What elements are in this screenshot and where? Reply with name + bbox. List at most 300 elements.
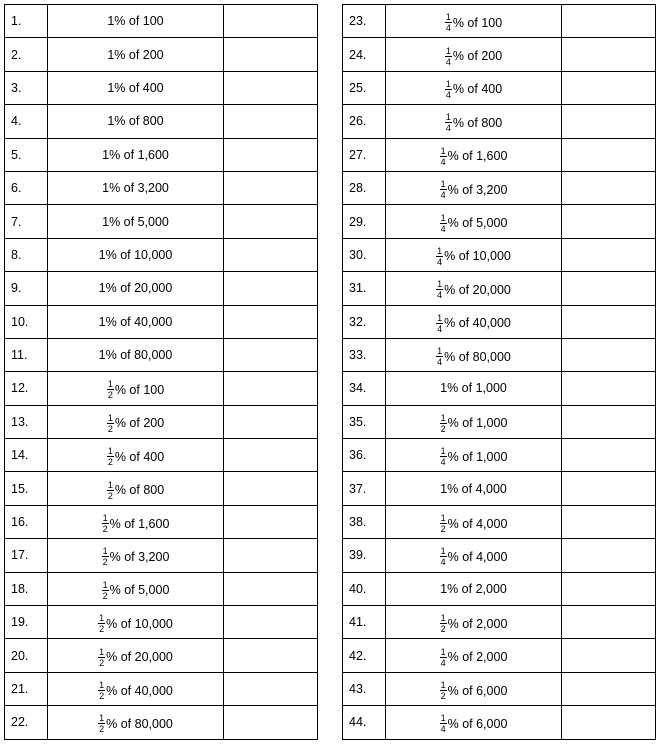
fraction [102,546,109,567]
problem-number: 1. [5,5,48,38]
problem-number: 8. [5,238,48,271]
expression-text: 1% of 40,000 [98,314,173,329]
problem-number: 43. [343,672,386,705]
expression [98,647,173,668]
expression-text: % of 2,000 [447,650,508,665]
fraction-numerator: 1 [440,546,446,557]
problem-expression [48,606,224,639]
answer-cell[interactable] [224,238,318,271]
expression-text: 1% of 800 [107,114,164,129]
fraction [436,279,443,300]
expression-text: % of 5,000 [109,583,170,598]
expression [440,179,508,200]
expression [436,313,511,334]
problem-expression [386,639,562,672]
expression [107,480,164,501]
table-row [343,372,656,405]
expression-text: 1% of 20,000 [98,281,173,296]
expression [436,346,511,367]
fraction-denominator: 2 [102,557,108,568]
problem-expression [48,439,224,472]
table-row [5,305,318,338]
problem-expression [386,138,562,171]
expression-text: % of 4,000 [447,516,508,531]
answer-cell[interactable] [562,105,656,138]
table-row [343,5,656,38]
problem-expression [386,71,562,104]
table-row [343,71,656,104]
expression [445,46,502,67]
table-row [5,5,318,38]
expression-text: % of 10,000 [106,616,173,631]
fraction [445,12,452,33]
fraction [445,112,452,133]
table-row [343,405,656,438]
problem-expression [386,439,562,472]
expression [99,348,173,362]
expression-text: 1% of 4,000 [440,481,507,496]
problem-number: 2. [5,38,48,71]
expression [99,315,173,329]
answer-cell[interactable] [224,5,318,38]
expression [107,413,164,434]
problem-expression [386,305,562,338]
answer-cell[interactable] [224,405,318,438]
table-row [343,505,656,538]
expression [436,279,511,300]
problem-number: 30. [343,238,386,271]
answer-cell[interactable] [224,338,318,371]
fraction [445,79,452,100]
fraction [98,713,105,734]
problem-expression [48,238,224,271]
answer-cell[interactable] [562,338,656,371]
problem-table-right [342,4,656,740]
problem-number: 44. [343,706,386,739]
fraction-denominator: 2 [107,457,113,468]
expression-text: % of 40,000 [444,316,511,331]
answer-cell[interactable] [224,272,318,305]
table-row [343,138,656,171]
fraction-denominator: 4 [440,223,446,234]
expression [445,12,502,33]
problem-number: 32. [343,305,386,338]
expression [440,213,508,234]
fraction [440,179,447,200]
fraction-denominator: 4 [445,56,451,67]
fraction-numerator: 1 [99,613,105,624]
fraction-denominator: 2 [99,624,105,635]
table-row [5,505,318,538]
answer-cell[interactable] [562,138,656,171]
expression [440,582,507,596]
problem-expression [48,171,224,204]
expression [445,112,502,133]
answer-cell[interactable] [224,606,318,639]
table-row [343,439,656,472]
expression-text: % of 1,000 [447,449,508,464]
expression-text: 1% of 5,000 [102,214,169,229]
answer-cell[interactable] [224,639,318,672]
table-row [5,472,318,505]
answer-cell[interactable] [562,572,656,605]
expression-text: 1% of 200 [107,47,164,62]
expression-text: % of 1,600 [447,149,508,164]
fraction-denominator: 2 [107,423,113,434]
fraction [440,213,447,234]
problem-number: 14. [5,439,48,472]
expression-text: % of 6,000 [447,716,508,731]
expression-text: % of 20,000 [106,650,173,665]
expression [440,613,508,634]
fraction-denominator: 2 [107,490,113,501]
expression [99,248,173,262]
table-row [5,38,318,71]
fraction-denominator: 4 [440,724,446,735]
problem-number: 41. [343,606,386,639]
table-row [5,639,318,672]
expression [102,513,170,534]
table-row [5,272,318,305]
problem-table-left-body [5,5,318,740]
expression [440,482,507,496]
problem-expression [48,71,224,104]
answer-cell[interactable] [562,405,656,438]
expression-text: % of 2,000 [447,616,508,631]
fraction-denominator: 4 [440,190,446,201]
expression [98,713,173,734]
expression-text: % of 80,000 [106,716,173,731]
answer-cell[interactable] [224,105,318,138]
problem-number: 38. [343,505,386,538]
fraction-numerator: 1 [440,613,446,624]
table-row [343,171,656,204]
problem-number: 6. [5,171,48,204]
table-row [343,472,656,505]
problem-number: 7. [5,205,48,238]
table-row [343,305,656,338]
answer-cell[interactable] [224,171,318,204]
table-row [343,672,656,705]
expression-text: 1% of 1,600 [102,147,169,162]
problem-number: 29. [343,205,386,238]
answer-cell[interactable] [224,472,318,505]
answer-cell[interactable] [562,205,656,238]
fraction [436,346,443,367]
fraction-denominator: 2 [440,624,446,635]
problem-number: 4. [5,105,48,138]
answer-cell[interactable] [562,539,656,572]
answer-cell[interactable] [224,672,318,705]
answer-cell[interactable] [562,272,656,305]
fraction-numerator: 1 [440,680,446,690]
fraction-numerator: 1 [437,312,443,323]
problem-expression [48,639,224,672]
answer-cell[interactable] [562,639,656,672]
expression [102,181,169,195]
problem-expression [48,138,224,171]
problem-number: 22. [5,706,48,739]
table-row [5,138,318,171]
problem-expression [386,238,562,271]
fraction-denominator: 2 [440,691,446,701]
answer-cell[interactable] [562,372,656,405]
problem-number: 31. [343,272,386,305]
problem-expression [386,338,562,371]
expression-text: % of 80,000 [444,349,511,364]
problem-expression [48,572,224,605]
expression [440,680,508,701]
fraction-denominator: 2 [99,691,105,701]
expression-text: % of 3,200 [109,549,170,564]
problem-number: 28. [343,171,386,204]
fraction-denominator: 4 [445,23,451,34]
expression [102,580,170,601]
answer-cell[interactable] [224,71,318,104]
problem-expression [48,38,224,71]
fraction-numerator: 1 [445,12,451,23]
table-row [5,672,318,705]
problem-number: 26. [343,105,386,138]
answer-cell[interactable] [562,238,656,271]
expression-text: % of 800 [114,483,165,498]
answer-cell[interactable] [562,5,656,38]
expression [445,79,502,100]
fraction-denominator: 2 [102,524,108,535]
fraction-denominator: 4 [445,89,451,100]
answer-cell[interactable] [562,706,656,739]
answer-cell[interactable] [562,472,656,505]
fraction-numerator: 1 [102,513,108,524]
problem-table-right-body [343,5,656,740]
expression-text: % of 400 [452,82,503,97]
table-row [343,606,656,639]
fraction-denominator: 4 [440,557,446,568]
problem-number: 35. [343,405,386,438]
fraction [98,680,105,701]
fraction [107,480,114,501]
fraction-numerator: 1 [437,346,443,357]
expression [102,215,169,229]
fraction-numerator: 1 [440,513,446,524]
fraction [440,513,447,534]
answer-cell[interactable] [562,171,656,204]
answer-cell[interactable] [224,539,318,572]
table-row [343,338,656,371]
problem-number: 12. [5,372,48,405]
fraction-numerator: 1 [440,412,446,423]
expression-text: % of 400 [114,449,165,464]
problem-number: 13. [5,405,48,438]
expression-text: 1% of 80,000 [98,348,173,363]
problem-number: 23. [343,5,386,38]
fraction-numerator: 1 [107,479,113,490]
answer-cell[interactable] [562,439,656,472]
problem-number: 5. [5,138,48,171]
problem-expression [48,105,224,138]
fraction [440,613,447,634]
fraction [107,379,114,400]
problem-expression [386,5,562,38]
fraction-denominator: 2 [440,524,446,535]
fraction-numerator: 1 [440,212,446,223]
problem-number: 21. [5,672,48,705]
fraction [107,446,114,467]
expression [99,281,173,295]
problem-expression [48,539,224,572]
expression-text: % of 200 [114,416,165,431]
problem-expression [48,706,224,739]
expression [107,446,164,467]
table-row [5,338,318,371]
expression [440,446,508,467]
problem-number: 39. [343,539,386,572]
answer-cell[interactable] [224,505,318,538]
problem-expression [386,272,562,305]
problem-expression [386,205,562,238]
expression-text: 1% of 10,000 [98,247,173,262]
expression-text: % of 20,000 [444,282,511,297]
table-row [343,272,656,305]
fraction-numerator: 1 [102,579,108,590]
problem-number: 19. [5,606,48,639]
expression [102,546,170,567]
fraction [440,713,447,734]
expression-text: 1% of 3,200 [102,181,169,196]
fraction-denominator: 2 [107,390,113,401]
problem-number: 18. [5,572,48,605]
table-row [343,572,656,605]
fraction-denominator: 4 [437,323,443,334]
fraction [440,446,447,467]
fraction-numerator: 1 [445,45,451,56]
fraction-numerator: 1 [445,112,451,123]
table-row [343,105,656,138]
problem-expression [48,405,224,438]
fraction-denominator: 4 [437,256,443,267]
fraction-numerator: 1 [445,78,451,89]
answer-cell[interactable] [562,606,656,639]
answer-cell[interactable] [562,305,656,338]
problem-number: 42. [343,639,386,672]
answer-cell[interactable] [224,138,318,171]
answer-cell[interactable] [224,706,318,739]
fraction-numerator: 1 [440,646,446,657]
expression-text: % of 10,000 [444,249,511,264]
answer-cell[interactable] [562,672,656,705]
problem-number: 37. [343,472,386,505]
table-row [5,606,318,639]
problem-expression [386,672,562,705]
expression-text: % of 4,000 [447,549,508,564]
answer-cell[interactable] [224,572,318,605]
problem-expression [386,405,562,438]
expression [440,546,508,567]
fraction-denominator: 4 [437,357,443,368]
table-row [343,706,656,739]
problem-number: 11. [5,338,48,371]
answer-cell[interactable] [224,305,318,338]
table-row [5,71,318,104]
table-row [5,439,318,472]
answer-cell[interactable] [224,205,318,238]
problem-expression [48,272,224,305]
fraction [102,513,109,534]
fraction-denominator: 4 [440,457,446,468]
expression-text: 1% of 2,000 [440,581,507,596]
fraction-numerator: 1 [440,145,446,156]
fraction [440,647,447,668]
problem-table-left [4,4,318,740]
fraction-numerator: 1 [440,446,446,457]
fraction [440,146,447,167]
answer-cell[interactable] [224,38,318,71]
problem-expression [386,505,562,538]
expression [440,647,508,668]
problem-number: 40. [343,572,386,605]
expression-text: % of 800 [452,115,503,130]
problem-number: 36. [343,439,386,472]
fraction-numerator: 1 [437,245,443,256]
fraction [98,647,105,668]
table-row [5,238,318,271]
expression [98,613,173,634]
fraction [440,413,447,434]
expression [440,381,507,395]
fraction-numerator: 1 [440,179,446,190]
problem-number: 3. [5,71,48,104]
answer-cell[interactable] [562,505,656,538]
table-row [343,539,656,572]
problem-number: 10. [5,305,48,338]
fraction-denominator: 2 [99,724,105,735]
problem-expression [48,672,224,705]
expression [107,81,163,95]
problem-expression [48,5,224,38]
answer-cell[interactable] [224,439,318,472]
expression [440,513,508,534]
problem-number: 25. [343,71,386,104]
problem-number: 17. [5,539,48,572]
problem-expression [48,505,224,538]
expression-text: 1% of 400 [107,80,164,95]
expression [440,413,508,434]
problem-expression [48,338,224,371]
answer-cell[interactable] [224,372,318,405]
problem-expression [386,606,562,639]
table-row [5,205,318,238]
expression [440,146,508,167]
table-row [343,238,656,271]
problem-expression [386,572,562,605]
problem-expression [48,372,224,405]
problem-number: 24. [343,38,386,71]
answer-cell[interactable] [562,71,656,104]
expression [107,14,163,28]
fraction-denominator: 4 [440,657,446,668]
expression-text: 1% of 1,000 [440,381,507,396]
fraction [436,313,443,334]
answer-cell[interactable] [562,38,656,71]
expression-text: % of 40,000 [106,683,173,698]
problem-expression [386,105,562,138]
problem-number: 20. [5,639,48,672]
fraction-numerator: 1 [99,646,105,657]
fraction [440,546,447,567]
table-row [5,105,318,138]
problem-number: 27. [343,138,386,171]
fraction-numerator: 1 [437,279,443,290]
